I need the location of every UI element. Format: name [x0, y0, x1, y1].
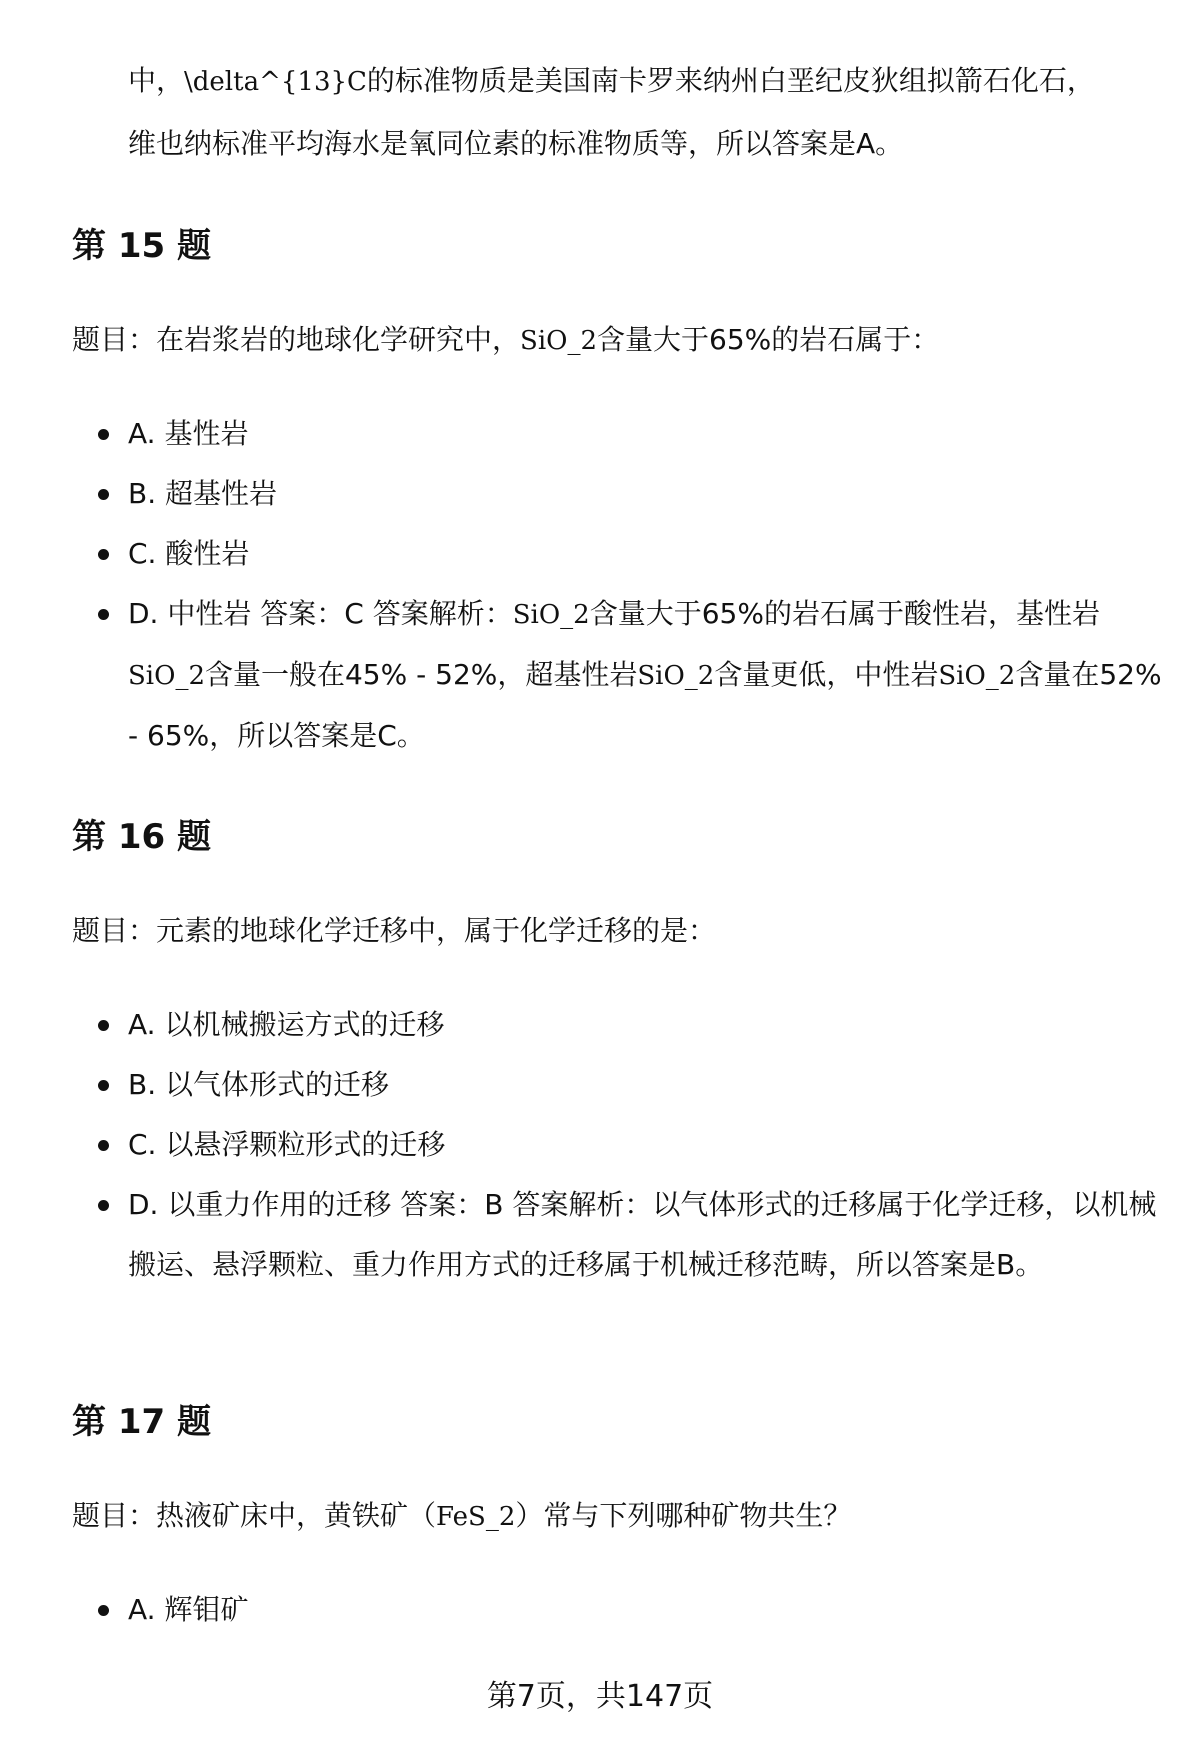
question-stem	[72, 1494, 851, 1539]
stem-text: 题目：在岩浆岩的地球化学研究中，	[72, 323, 521, 356]
option-list	[128, 1580, 1168, 1640]
option-list	[128, 404, 1168, 766]
bullet-icon	[98, 429, 109, 440]
continuation-text: 中，	[128, 64, 185, 97]
continuation-text: 维也纳标准平均海水是氧同位素的标准物质等，所以答案是A。	[128, 127, 904, 160]
option-text: D. 以重力作用的迁移 答案：B 答案解析：以气体形式的迁移属于化学迁移，以机械搬运、悬浮颗粒、重力作用方式的迁移属于机械迁移范畴，所以答案是B。	[128, 1188, 1157, 1281]
bullet-icon	[98, 1605, 109, 1616]
option-item	[128, 1055, 1168, 1115]
option-item	[128, 1580, 1168, 1640]
bullet-icon	[98, 609, 109, 620]
math-expression: SiO_2	[128, 661, 205, 691]
bullet-icon	[98, 1020, 109, 1031]
option-item	[128, 1115, 1168, 1175]
option-text: B. 以气体形式的迁移	[128, 1068, 390, 1101]
math-expression: SiO_2	[512, 600, 590, 630]
stem-text: 含量大于65%的岩石属于：	[597, 323, 940, 356]
page-number-footer: 第7页，共147页	[486, 1679, 714, 1714]
option-text: C. 酸性岩	[128, 537, 250, 570]
math-expression: SiO_2	[520, 326, 597, 356]
option-item	[128, 524, 1168, 584]
option-item	[128, 584, 1168, 766]
option-text: 含量在52% - 65%，所以答案是C。	[128, 658, 1162, 752]
option-item	[128, 404, 1168, 464]
question-stem	[72, 318, 939, 363]
option-text: 含量一般在45% - 52%，超基性岩	[204, 658, 638, 691]
question-heading: 第 17 题	[72, 1402, 211, 1442]
option-list	[128, 995, 1168, 1295]
stem-text: ）常与下列哪种矿物共生？	[515, 1499, 852, 1532]
bullet-icon	[98, 489, 109, 500]
question-stem: 题目：元素的地球化学迁移中，属于化学迁移的是：	[72, 914, 717, 947]
continuation-text: 的标准物质是美国南卡罗来纳州白垩纪皮狄组拟箭石化石，	[366, 64, 1095, 97]
bullet-icon	[98, 1080, 109, 1091]
math-expression: SiO_2	[938, 661, 1016, 691]
option-item	[128, 464, 1168, 524]
bullet-icon	[98, 549, 109, 560]
previous-answer-continuation	[128, 50, 1138, 175]
option-text: A. 以机械搬运方式的迁移	[128, 1008, 445, 1041]
bullet-icon	[98, 1140, 109, 1151]
stem-text: 题目：热液矿床中，黄铁矿（	[72, 1499, 437, 1532]
question-heading: 第 16 题	[72, 817, 211, 857]
option-text: A. 基性岩	[128, 417, 249, 450]
option-text: D. 中性岩 答案：C 答案解析：	[128, 597, 513, 630]
option-text: B. 超基性岩	[128, 477, 278, 510]
math-expression: SiO_2	[637, 661, 715, 691]
option-text: 含量大于65%的岩石属于酸性岩，基性岩	[589, 597, 1100, 630]
option-text: A. 辉钼矿	[128, 1593, 249, 1626]
option-text: 含量更低，中性岩	[714, 658, 939, 691]
math-expression: FeS_2	[436, 1502, 516, 1532]
bullet-icon	[98, 1200, 109, 1211]
math-expression: \delta^{13}C	[184, 67, 367, 97]
option-item	[128, 995, 1168, 1055]
option-text: C. 以悬浮颗粒形式的迁移	[128, 1128, 446, 1161]
option-item	[128, 1175, 1168, 1295]
question-heading: 第 15 题	[72, 226, 211, 266]
